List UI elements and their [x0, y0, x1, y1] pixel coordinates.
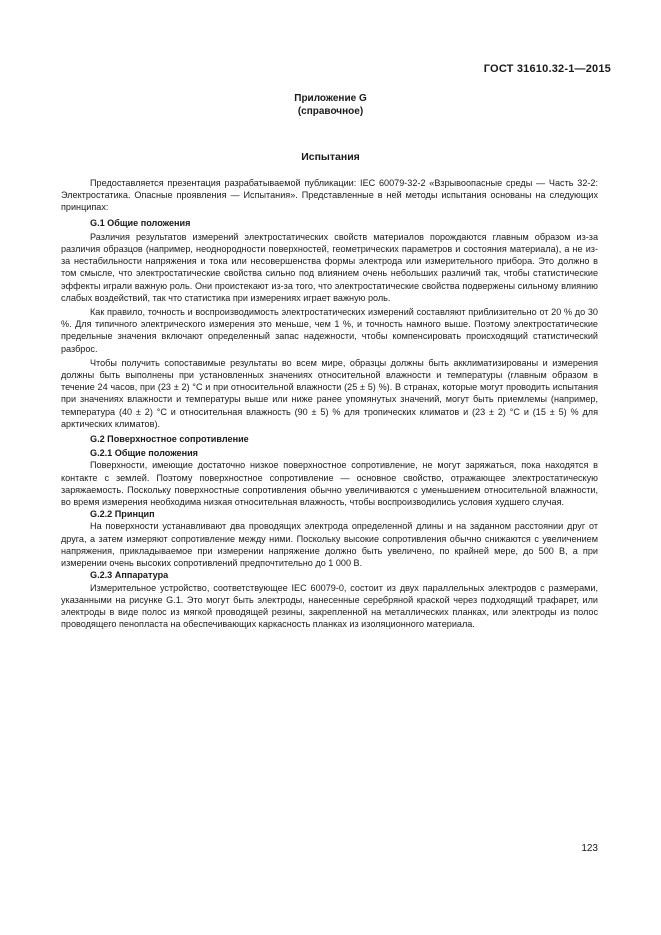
intro-paragraph: Предоставляется презентация разрабатываемой публикации: IEC 60079-32-2 «Взрывоопасные среды — Часть 32-2: Электростатика. Опасные проявления — Испытания». Представленные в ней методы испытания основаны на следующих принципах:: [61, 178, 598, 213]
g21-paragraph: Поверхности, имеющие достаточно низкое поверхностное сопротивление, не могут заряжаться, пока находятся в контакте с землей. Поэтому поверхностное сопротивление — основное свойство, отражающее электростатическую заряжаемость. Поскольку поверхностные сопротивления обычно увеличиваются с уменьшением относительной влажности, во время измерения необходима низкая относительная влажность, чтобы воспроизводились условия худшего случая.: [61, 460, 598, 508]
g21-heading: G.2.1 Общие положения: [90, 448, 198, 459]
g23-paragraph: Измерительное устройство, соответствующее IEC 60079-0, состоит из двух параллельных электродов с размерами, указанными на рисунке G.1. Это могут быть электроды, нанесенные серебряной краской через подходящий трафарет, или электроды в виде полос из мягкой проводящей резины, закрепленной на металлических планках, или электроды из полос проводящего пенопласта на обеспечивающих каркасность планках из изоляционного материала.: [61, 582, 598, 630]
appendix-title: Приложение G: [294, 93, 367, 104]
section-title: Испытания: [301, 151, 360, 163]
appendix-subtitle: (справочное): [297, 106, 364, 117]
g22-paragraph: На поверхности устанавливают два проводящих электрода определенной длины и на заданном расстоянии друг от друга, а затем измеряют сопротивление между ними. Поскольку высокие сопротивления обычно снижаются с увеличением напряжения, прикладываемое при измерении напряжение должно быть увеличено, по крайней мере, до 500 В, а при измерении очень высоких сопротивлений предпочтительно до 1 000 В.: [61, 521, 598, 569]
g1-paragraph-2: Как правило, точность и воспроизводимость электростатических измерений составляют приблизительно от 20 % до 30 %. Для типичного электрического измерения это меньше, чем 1 %, и точность намного выше. Поэтому электростатические предельные значения включают определенный запас надежности, чтобы компенсировать происходящий статистический разброс.: [61, 307, 598, 354]
g23-heading: G.2.3 Аппаратура: [90, 570, 169, 581]
appendix-heading: [0, 92, 661, 118]
page-number: 123: [581, 843, 598, 854]
g22-heading: G.2.2 Принцип: [90, 509, 155, 520]
g1-paragraph-3: Чтобы получить сопоставимые результаты во всем мире, образцы должны быть акклиматизированы и измерения должны быть выполнены при установленных значениях относительной влажности и температуры (главным образом в течение 24 часов, при (23 ± 2) °C и при относительной влажности (25 ± 5) %). В странах, которые могут проводить испытания при значениях влажности и температуры выше или ниже ранее упомянутых значений, могут быть приемлемы (например, температура (40 ± 2) °C и относительная влажность (90 ± 5) % для тропических климатов и (23 ± 2) °C и (15 ± 5) % для арктических климатов).: [61, 357, 598, 429]
standard-code: ГОСТ 31610.32-1—2015: [483, 63, 611, 75]
g1-heading: G.1 Общие положения: [90, 217, 191, 228]
g2-heading: G.2 Поверхностное сопротивление: [90, 434, 249, 445]
g1-paragraph-1: Различия результатов измерений электростатических свойств материалов порождаются главным образом из-за различия образцов (например, неоднородности поверхностей, геометрических параметров и состояния материала), а не из-за нестабильности напряжения и тока или несовершенства формы электрода или измерительного прибора. Это должно в том смысле, что электростатические свойства сильно под влиянием очень небольших различий так, чтобы статистические эффекты играли важную роль. Они проистекают из-за того, что электростатические свойства подвержены сильному влиянию слабых воздействий, так что статистика при измерениях играет важную роль.: [61, 231, 598, 303]
document-body: [61, 177, 598, 630]
